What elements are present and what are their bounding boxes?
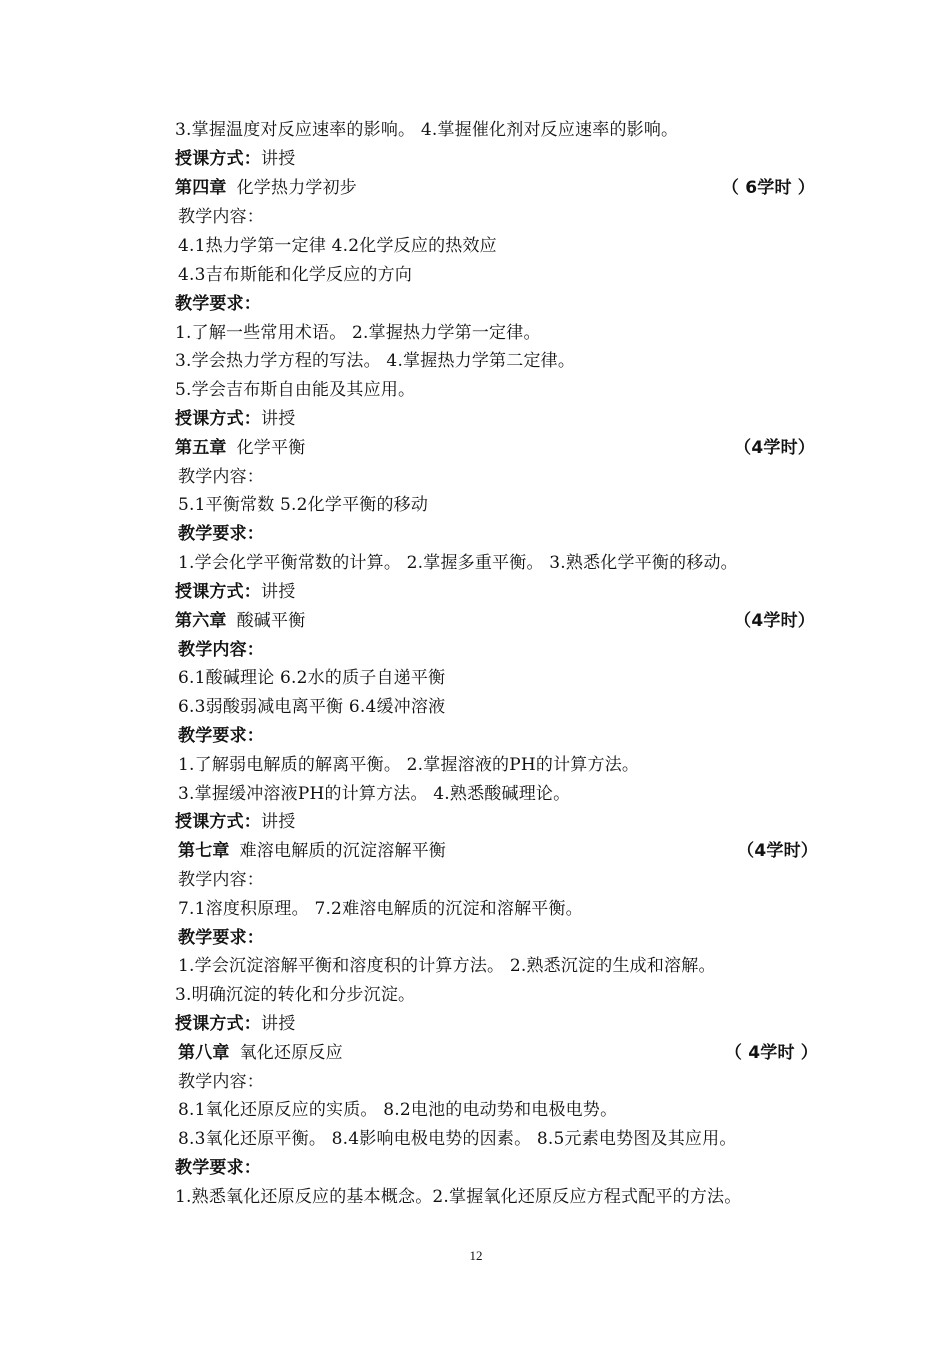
teaching-method-label: 授课方式： bbox=[175, 812, 261, 832]
requirement-label: 教学要求： bbox=[178, 726, 264, 746]
teaching-method-value: 讲授 bbox=[261, 812, 296, 832]
teaching-method-value: 讲授 bbox=[261, 1014, 296, 1034]
chapter-number: 第六章 bbox=[175, 611, 227, 631]
teaching-method-line bbox=[175, 808, 825, 836]
content-line: 4.1热力学第一定律 4.2化学反应的热效应 bbox=[178, 236, 497, 256]
requirement-line: 3.明确沉淀的转化和分步沉淀。 bbox=[175, 985, 416, 1005]
chapter-number: 第七章 bbox=[178, 841, 230, 861]
teaching-method-value: 讲授 bbox=[261, 149, 296, 169]
teaching-method-label: 授课方式： bbox=[175, 149, 261, 169]
teaching-method-line bbox=[175, 145, 825, 173]
chapter-heading bbox=[175, 607, 825, 635]
content-line: 6.3弱酸弱减电离平衡 6.4缓冲溶液 bbox=[178, 697, 446, 717]
chapter-hours: （4学时） bbox=[737, 841, 818, 861]
chapter-name: 酸碱平衡 bbox=[236, 611, 306, 631]
requirement-line: 3.掌握温度对反应速率的影响。 4.掌握催化剂对反应速率的影响。 bbox=[175, 120, 679, 140]
requirement-line: 1.学会沉淀溶解平衡和溶度积的计算方法。 2.熟悉沉淀的生成和溶解。 bbox=[178, 956, 716, 976]
content-line: 4.3吉布斯能和化学反应的方向 bbox=[178, 265, 413, 285]
content-line: 7.1溶度积原理。 7.2难溶电解质的沉淀和溶解平衡。 bbox=[178, 899, 583, 919]
requirement-label: 教学要求： bbox=[178, 928, 264, 948]
requirement-line: 3.掌握缓冲溶液PH的计算方法。 4.熟悉酸碱理论。 bbox=[178, 784, 571, 804]
page-number: 12 bbox=[469, 1248, 483, 1263]
chapter-name: 化学平衡 bbox=[236, 438, 306, 458]
content-line: 8.3氧化还原平衡。 8.4影响电极电势的因素。 8.5元素电势图及其应用。 bbox=[178, 1129, 737, 1149]
requirement-line: 3.学会热力学方程的写法。 4.掌握热力学第二定律。 bbox=[175, 351, 576, 371]
teaching-method-label: 授课方式： bbox=[175, 1014, 261, 1034]
requirement-line: 1.了解弱电解质的解离平衡。 2.掌握溶液的PH的计算方法。 bbox=[178, 755, 640, 775]
chapter-number: 第五章 bbox=[175, 438, 227, 458]
chapter-heading bbox=[175, 174, 825, 202]
chapter-name: 化学热力学初步 bbox=[236, 178, 358, 198]
chapter-hours: （ 6学时 ） bbox=[721, 178, 815, 198]
teaching-method-label: 授课方式： bbox=[175, 582, 261, 602]
chapter-hours: （4学时） bbox=[734, 438, 815, 458]
chapter-name: 氧化还原反应 bbox=[239, 1043, 343, 1063]
chapter-number: 第四章 bbox=[175, 178, 227, 198]
teaching-method-value: 讲授 bbox=[261, 582, 296, 602]
requirement-line: 1.熟悉氧化还原反应的基本概念。2.掌握氧化还原反应方程式配平的方法。 bbox=[175, 1187, 742, 1207]
requirement-label: 教学要求： bbox=[175, 294, 261, 314]
content-label: 教学内容： bbox=[178, 1072, 264, 1092]
requirement-line: 5.学会吉布斯自由能及其应用。 bbox=[175, 380, 416, 400]
content-label: 教学内容： bbox=[178, 640, 264, 660]
content-label: 教学内容： bbox=[178, 870, 264, 890]
content-label: 教学内容： bbox=[178, 207, 264, 227]
content-line: 5.1平衡常数 5.2化学平衡的移动 bbox=[178, 495, 429, 515]
requirement-label: 教学要求： bbox=[178, 524, 264, 544]
chapter-name: 难溶电解质的沉淀溶解平衡 bbox=[239, 841, 447, 861]
requirement-line: 1.学会化学平衡常数的计算。 2.掌握多重平衡。 3.熟悉化学平衡的移动。 bbox=[178, 553, 738, 573]
chapter-heading bbox=[178, 1039, 828, 1067]
chapter-heading bbox=[178, 837, 828, 865]
requirement-label: 教学要求： bbox=[175, 1158, 261, 1178]
chapter-hours: （4学时） bbox=[734, 611, 815, 631]
content-label: 教学内容： bbox=[178, 467, 264, 487]
content-line: 6.1酸碱理论 6.2水的质子自递平衡 bbox=[178, 668, 446, 688]
chapter-number: 第八章 bbox=[178, 1043, 230, 1063]
teaching-method-label: 授课方式： bbox=[175, 409, 261, 429]
requirement-line: 1.了解一些常用术语。 2.掌握热力学第一定律。 bbox=[175, 323, 541, 343]
chapter-hours: （ 4学时 ） bbox=[724, 1043, 818, 1063]
teaching-method-value: 讲授 bbox=[261, 409, 296, 429]
teaching-method-line bbox=[175, 405, 825, 433]
teaching-method-line bbox=[175, 1010, 825, 1038]
chapter-heading bbox=[175, 434, 825, 462]
content-line: 8.1氧化还原反应的实质。 8.2电池的电动势和电极电势。 bbox=[178, 1100, 618, 1120]
teaching-method-line bbox=[175, 578, 825, 606]
